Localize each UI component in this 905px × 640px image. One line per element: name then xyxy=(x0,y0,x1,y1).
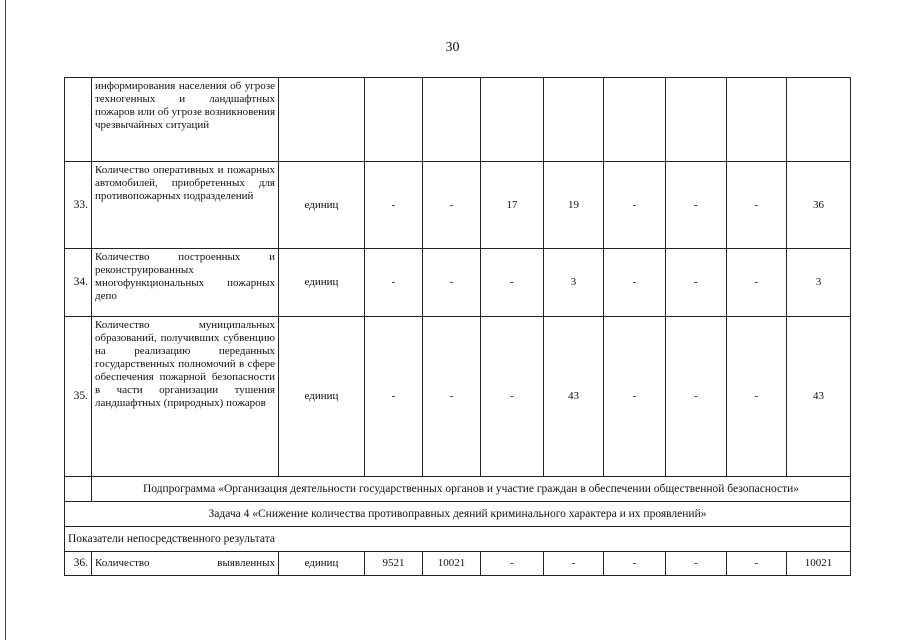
row-value: - xyxy=(481,317,544,477)
row-value: - xyxy=(365,162,423,249)
row-value: - xyxy=(604,162,666,249)
row-value: - xyxy=(365,317,423,477)
row-value: - xyxy=(481,552,544,576)
row-value: - xyxy=(727,162,787,249)
subprogram-row xyxy=(65,477,851,502)
row-total: 3 xyxy=(787,249,851,317)
task-row xyxy=(65,502,851,527)
row-total xyxy=(787,78,851,162)
row-value: - xyxy=(666,552,727,576)
subprogram-title: Подпрограмма «Организация деятельности государственных органов и участие граждан в обеспечении общественной безопасности» xyxy=(92,477,851,502)
row-unit xyxy=(279,78,365,162)
row-value: 19 xyxy=(544,162,604,249)
table-row xyxy=(65,552,851,576)
row-value: - xyxy=(481,249,544,317)
row-unit: единиц xyxy=(279,162,365,249)
row-value: - xyxy=(727,249,787,317)
table-row xyxy=(65,78,851,162)
row-unit: единиц xyxy=(279,317,365,477)
row-value: 3 xyxy=(544,249,604,317)
row-description: Количество оперативных и пожарных автомобилей, приобретенных для противопожарных подразделений xyxy=(92,162,279,249)
row-value: - xyxy=(544,552,604,576)
left-margin-rule xyxy=(5,0,6,640)
row-number: 35. xyxy=(65,317,92,477)
row-description: информирования населения об угрозе техногенных и ландшафтных пожаров или об угрозе возникновения чрезвычайных ситуаций xyxy=(92,78,279,162)
row-unit: единиц xyxy=(279,249,365,317)
row-value xyxy=(481,78,544,162)
row-value xyxy=(544,78,604,162)
row-value: - xyxy=(423,317,481,477)
row-value xyxy=(365,78,423,162)
row-value: - xyxy=(604,249,666,317)
indicators-row xyxy=(65,527,851,552)
row-total: 10021 xyxy=(787,552,851,576)
table-row xyxy=(65,317,851,477)
row-value: - xyxy=(666,249,727,317)
row-value: 10021 xyxy=(423,552,481,576)
row-value: - xyxy=(604,317,666,477)
row-value: - xyxy=(666,162,727,249)
row-number xyxy=(65,78,92,162)
row-value: - xyxy=(727,317,787,477)
row-number: 33. xyxy=(65,162,92,249)
indicators-heading: Показатели непосредственного результата xyxy=(65,527,851,552)
indicator-table xyxy=(64,77,851,576)
row-value xyxy=(666,78,727,162)
table-row xyxy=(65,249,851,317)
row-value: - xyxy=(727,552,787,576)
row-value: - xyxy=(604,552,666,576)
table-row xyxy=(65,162,851,249)
row-value: - xyxy=(666,317,727,477)
page-number: 30 xyxy=(445,40,460,55)
row-value: - xyxy=(423,249,481,317)
row-value xyxy=(727,78,787,162)
row-number: 34. xyxy=(65,249,92,317)
row-number: 36. xyxy=(65,552,92,576)
row-value: - xyxy=(365,249,423,317)
task-title: Задача 4 «Снижение количества противоправных деяний криминального характера и их проявлений» xyxy=(65,502,851,527)
row-value: - xyxy=(423,162,481,249)
row-total: 43 xyxy=(787,317,851,477)
row-value: 9521 xyxy=(365,552,423,576)
row-value xyxy=(423,78,481,162)
row-value: 17 xyxy=(481,162,544,249)
row-value xyxy=(604,78,666,162)
row-description: Количество построенных и реконструированных многофункциональных пожарных депо xyxy=(92,249,279,317)
row-total: 36 xyxy=(787,162,851,249)
row-unit: единиц xyxy=(279,552,365,576)
row-value: 43 xyxy=(544,317,604,477)
row-description: Количество выявленных xyxy=(92,552,279,576)
row-description: Количество муниципальных образований, получивших субвенцию на реализацию переданных государственных полномочий в сфере обеспечения пожарной безопасности в части организации тушения ландшафтных (природных) пожаров xyxy=(92,317,279,477)
